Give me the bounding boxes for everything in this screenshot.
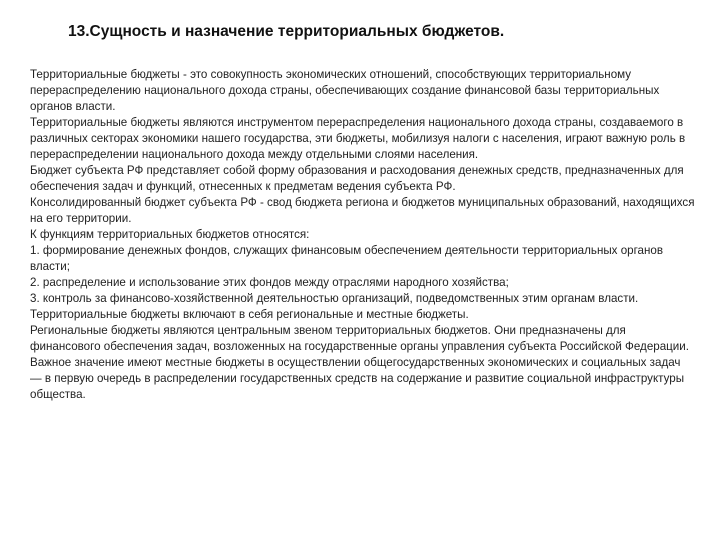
paragraph-instrument: Территориальные бюджеты являются инструментом перераспределения национального дохода страны, создаваемого в различных секторах экономики нашего государства, эти бюджеты, мобилизуя налоги с населения, играют важную роль в перераспределении национального дохода между отдельными слоями населения. bbox=[30, 116, 686, 161]
slide-body bbox=[30, 67, 695, 403]
paragraph-functions-intro: К функциям территориальных бюджетов относятся: bbox=[30, 228, 310, 241]
paragraph-local-budgets: Важное значение имеют местные бюджеты в осуществлении общегосударственных экономических и социальных задач — в первую очередь в распределении государственных средств на содержание и развитие социальной инфраструктуры общества. bbox=[30, 356, 685, 401]
list-item-function-1: 1. формирование денежных фондов, служащих финансовым обеспечением деятельности территориальных органов власти; bbox=[30, 244, 664, 273]
list-item-function-2: 2. распределение и использование этих фондов между отраслями народного хозяйства; bbox=[30, 276, 509, 289]
paragraph-composition: Территориальные бюджеты включают в себя региональные и местные бюджеты. bbox=[30, 308, 469, 321]
list-item-function-3: 3. контроль за финансово-хозяйственной деятельностью организаций, подведомственных этим органам власти. bbox=[30, 292, 639, 305]
paragraph-definition: Территориальные бюджеты - это совокупность экономических отношений, способствующих территориальному перераспределению национального дохода страны, обеспечивающих создание финансовой базы территориальных органов власти. bbox=[30, 68, 660, 113]
paragraph-regional-budgets: Региональные бюджеты являются центральным звеном территориальных бюджетов. Они предназначены для финансового обеспечения задач, возложенных на государственные органы управления субъекта Российской Федерации. bbox=[30, 324, 689, 353]
paragraph-consolidated-budget: Консолидированный бюджет субъекта РФ - свод бюджета региона и бюджетов муниципальных образований, находящихся на его территории. bbox=[30, 196, 695, 225]
slide-title: 13.Сущность и назначение территориальных бюджетов. bbox=[68, 23, 505, 40]
paragraph-subject-budget: Бюджет субъекта РФ представляет собой форму образования и расходования денежных средств, предназначенных для обеспечения задач и функций, отнесенных к предметам ведения субъекта РФ. bbox=[30, 164, 684, 193]
